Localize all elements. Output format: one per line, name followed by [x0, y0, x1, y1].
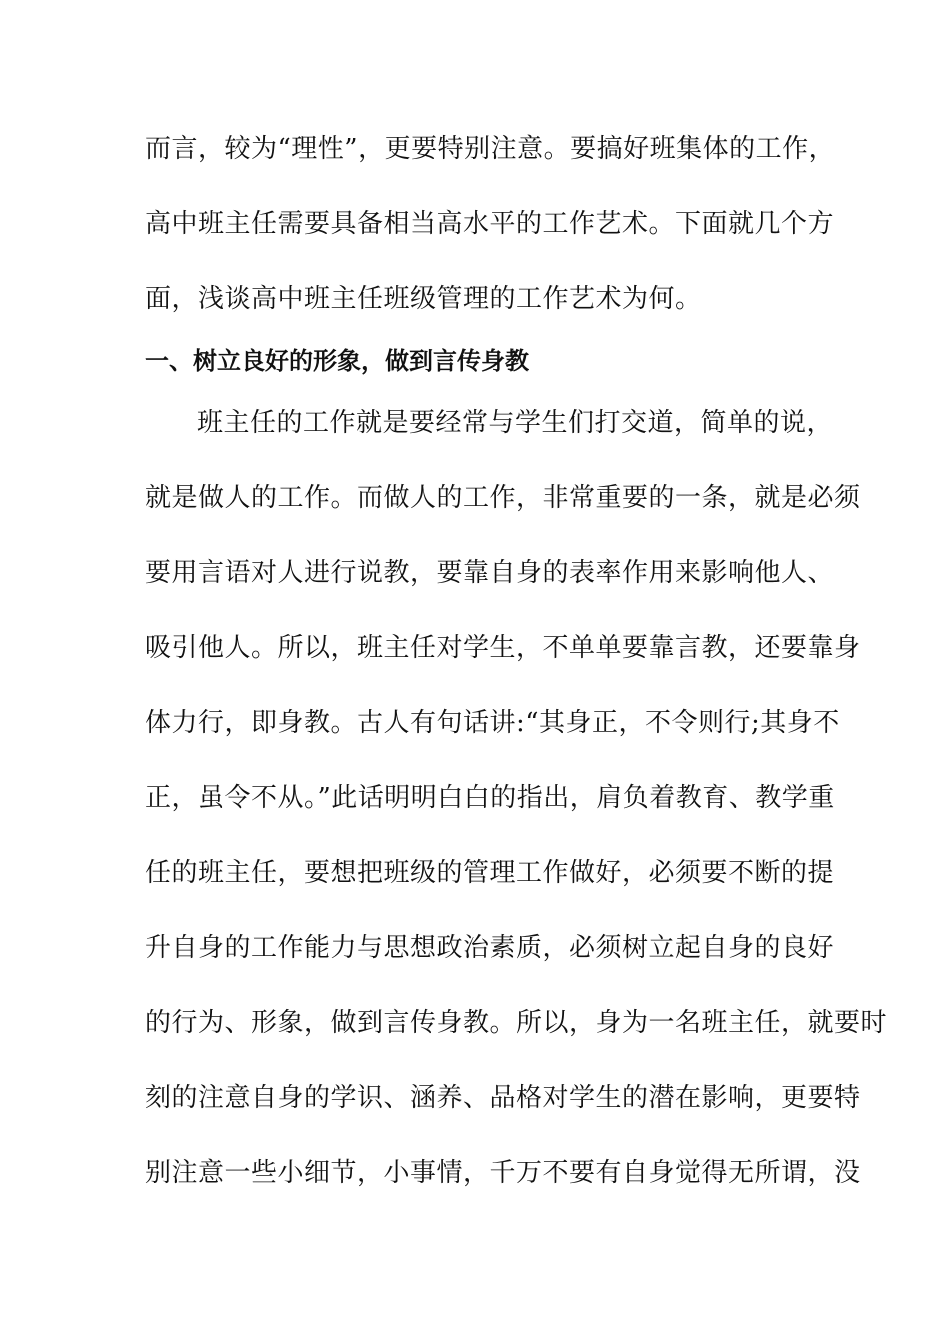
- paragraph-line-8: 升自身的工作能力与思想政治素质，必须树立起自身的良好: [145, 933, 835, 963]
- paragraph-line-9: 的行为、形象，做到言传身教。所以，身为一名班主任，就要时: [145, 1008, 888, 1038]
- paragraph-line-5: 体力行，即身教。古人有句话讲:“其身正，不令则行;其身不: [145, 708, 840, 738]
- text-line-1: 而言，较为“理性”，更要特别注意。要搞好班集体的工作，: [145, 134, 836, 164]
- section-heading: 一、树立良好的形象，做到言传身教: [145, 347, 529, 375]
- paragraph-line-2: 就是做人的工作。而做人的工作，非常重要的一条，就是必须: [145, 483, 861, 513]
- paragraph-line-11: 别注意一些小细节，小事情，千万不要有自身觉得无所谓，没: [145, 1158, 861, 1188]
- paragraph-line-10: 刻的注意自身的学识、涵养、品格对学生的潜在影响，更要特: [145, 1083, 861, 1113]
- paragraph-line-6: 正，虽令不从。”此话明明白白的指出，肩负着教育、教学重: [145, 783, 835, 813]
- paragraph-line-1: 班主任的工作就是要经常与学生们打交道，简单的说，: [197, 408, 834, 438]
- text-line-2: 高中班主任需要具备相当高水平的工作艺术。下面就几个方: [145, 209, 835, 239]
- text-line-3: 面，浅谈高中班主任班级管理的工作艺术为何。: [145, 284, 702, 314]
- paragraph-line-3: 要用言语对人进行说教，要靠自身的表率作用来影响他人、: [145, 558, 835, 588]
- paragraph-line-4: 吸引他人。所以，班主任对学生，不单单要靠言教，还要靠身: [145, 633, 861, 663]
- paragraph-line-7: 任的班主任，要想把班级的管理工作做好，必须要不断的提: [145, 858, 835, 888]
